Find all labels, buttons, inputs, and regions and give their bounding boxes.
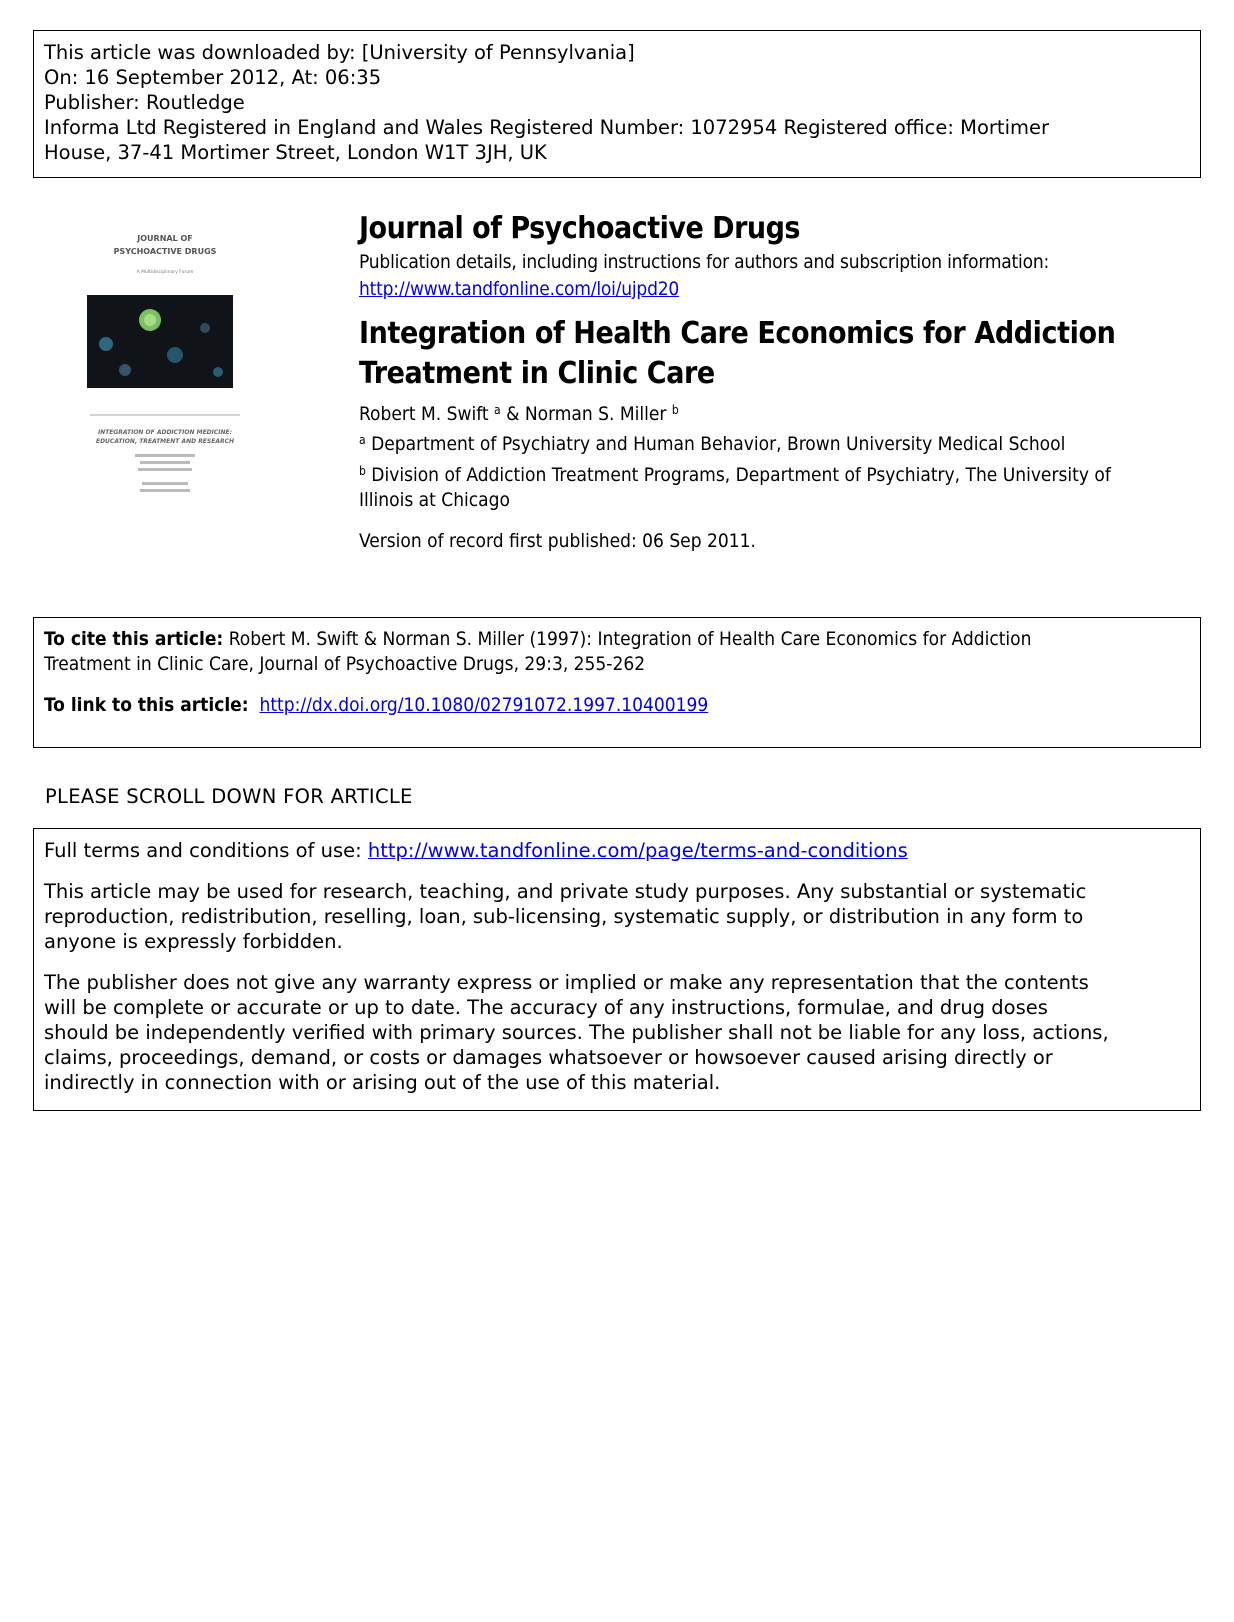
cover-title-line2: PSYCHOACTIVE DRUGS [113, 247, 217, 256]
author-affiliation-marker: b [671, 403, 679, 417]
terms-text: reproduction, redistribution, reselling, loan, sub-licensing, systematic supply, or distribution in any form to [44, 905, 1084, 928]
terms-text: This article may be used for research, teaching, and private study purposes. Any substantial or systematic [44, 880, 1087, 903]
journal-url-link[interactable]: http://www.tandfonline.com/loi/ujpd20 [359, 278, 680, 300]
citation-box [33, 617, 1201, 748]
journal-name: Journal of Psychoactive Drugs [359, 211, 800, 246]
terms-text: The publisher does not give any warranty express or implied or make any representation that the contents [44, 971, 1089, 994]
terms-text: claims, proceedings, demand, or costs or damages whatsoever or howsoever caused arising directly or [44, 1046, 1053, 1069]
download-info-box [33, 30, 1201, 178]
article-header [359, 210, 1199, 553]
doi-link[interactable]: http://dx.doi.org/10.1080/02791072.1997.10400199 [259, 694, 709, 716]
cover-issue-line2: EDUCATION, TREATMENT AND RESEARCH [95, 438, 235, 445]
affiliation-marker: a [359, 433, 366, 447]
terms-paragraph-usage [44, 879, 1190, 954]
article-title-line1: Integration of Health Care Economics for Addiction [359, 316, 1116, 351]
terms-text: should be independently verified with primary sources. The publisher shall not be liable for any loss, actions, [44, 1021, 1109, 1044]
cover-issue-line1: INTEGRATION OF ADDICTION MEDICINE: [97, 429, 233, 436]
author-name: Robert M. Swift [359, 403, 489, 425]
author-affiliation-marker: a [494, 403, 501, 417]
download-line: This article was downloaded by: [University of Pennsylvania] [44, 41, 635, 64]
author-name: Norman S. Miller [524, 403, 667, 425]
terms-label: Full terms and conditions of use: [44, 839, 362, 862]
link-label: To link to this article: [44, 694, 249, 716]
affiliation-text: Division of Addiction Treatment Programs, Department of Psychiatry, The University of [371, 464, 1111, 486]
cite-label: To cite this article: [44, 628, 224, 650]
publication-details: Publication details, including instructions for authors and subscription information: [359, 251, 1050, 273]
download-date-line: On: 16 September 2012, At: 06:35 [44, 66, 382, 89]
cite-text: Treatment in Clinic Care, Journal of Psychoactive Drugs, 29:3, 255-262 [44, 653, 646, 675]
journal-cover-image [80, 232, 250, 508]
scroll-notice: PLEASE SCROLL DOWN FOR ARTICLE [45, 785, 413, 808]
affiliation-a [359, 432, 1199, 457]
cite-text: Robert M. Swift & Norman S. Miller (1997): Integration of Health Care Economics for Addiction [228, 628, 1032, 650]
cover-subtitle: A Multidisciplinary Forum [136, 270, 194, 275]
author-separator: & [500, 403, 525, 425]
terms-text: anyone is expressly forbidden. [44, 930, 343, 953]
terms-box [33, 828, 1201, 1111]
affiliation-text: Department of Psychiatry and Human Behavior, Brown University Medical School [371, 433, 1066, 455]
cover-title-line1: JOURNAL OF [137, 234, 193, 243]
terms-link[interactable]: http://www.tandfonline.com/page/terms-and-conditions [367, 839, 908, 862]
publisher-line: Publisher: Routledge [44, 91, 245, 114]
registered-address-line: House, 37-41 Mortimer Street, London W1T 3JH, UK [44, 141, 547, 164]
terms-paragraph-disclaimer [44, 970, 1190, 1095]
affiliation-marker: b [359, 464, 366, 478]
author-list [359, 402, 1199, 426]
affiliation-b [359, 463, 1199, 513]
affiliation-text: Illinois at Chicago [359, 489, 510, 511]
version-of-record: Version of record first published: 06 Sep 2011. [359, 530, 756, 552]
registered-office-line: Informa Ltd Registered in England and Wales Registered Number: 1072954 Registered office: Mortimer [44, 116, 1049, 139]
terms-text: indirectly in connection with or arising out of the use of this material. [44, 1071, 721, 1094]
article-title [359, 314, 1199, 394]
terms-text: will be complete or accurate or up to date. The accuracy of any instructions, formulae, and drug doses [44, 996, 1048, 1019]
article-title-line2: Treatment in Clinic Care [359, 356, 715, 391]
